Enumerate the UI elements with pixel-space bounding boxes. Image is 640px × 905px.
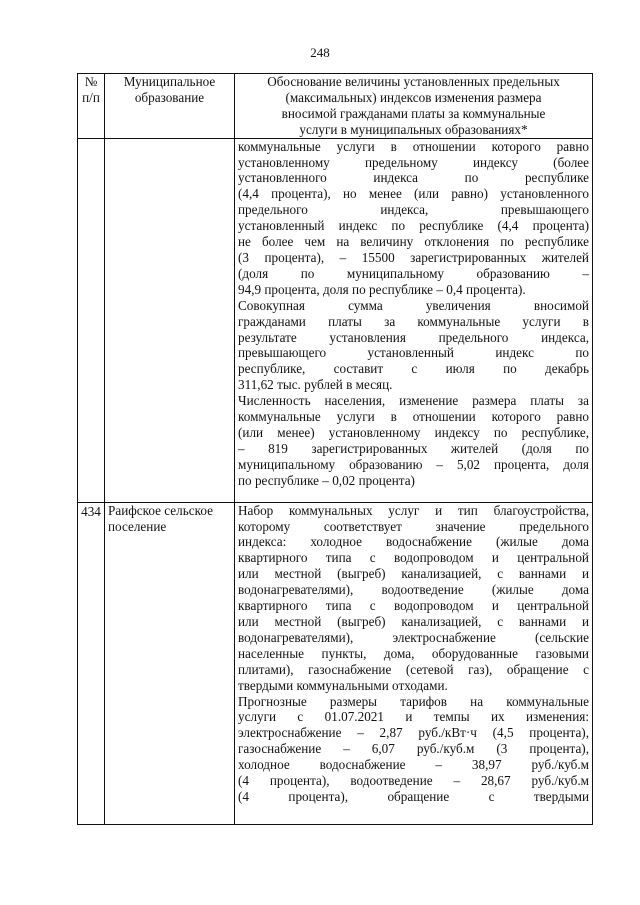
tariff-justification-table [77, 73, 593, 825]
municipality-name [105, 138, 235, 502]
text-line: – 819 зарегистрированных жителей (доля по [238, 440, 589, 456]
page-number: 248 [310, 45, 330, 60]
text-line: 311,62 тыс. рублей в месяц. [238, 377, 393, 393]
header-num: № п/п [78, 74, 105, 139]
text-line: коммунальные услуги в отношении которого равно [238, 409, 589, 425]
text-line: твердыми коммунальными отходами. [238, 677, 448, 693]
text-line: установленный индекс по республике (4,4 процента) [238, 218, 589, 234]
justification-lines [238, 503, 589, 805]
text-line: электроснабжение – 2,87 руб./кВт·ч (4,5 процента), [238, 725, 589, 741]
text-line: водонагревателями), электроснабжение (сельские [238, 629, 589, 645]
table-header-row [78, 74, 593, 139]
row-number: 434 [78, 502, 105, 824]
justification-text [235, 138, 593, 502]
justification-text [235, 502, 593, 824]
text-line: 94,9 процента, доля по республике – 0,4 процента). [238, 281, 526, 297]
text-line: муниципальному образованию – 5,02 процента, доля [238, 456, 589, 472]
text-line: (4,4 процента), но менее (или равно) установленного [238, 186, 589, 202]
text-line: установленному предельному индексу (более [238, 154, 589, 170]
header-municipality: Муниципальное образование [105, 74, 235, 139]
text-line: (или менее) установленному индексу по республике, [238, 424, 589, 440]
municipality-name: Раифское сельское поселение [105, 502, 235, 824]
text-line: индекса: холодное водоснабжение (жилые дома [238, 534, 589, 550]
text-line: (4 процента), обращение с твердыми [238, 788, 589, 804]
text-line: Численность населения, изменение размера платы за [238, 393, 589, 409]
text-line: предельного индекса, превышающего [238, 202, 589, 218]
text-line: Набор коммунальных услуг и тип благоустройства, [238, 502, 589, 518]
justification-lines [238, 139, 589, 489]
text-line: квартирного типа с водопроводом и центральной [238, 598, 589, 614]
text-line: или местной (выгреб) канализацией, с ваннами и [238, 613, 589, 629]
header-justification: Обоснование величины установленных предельных (максимальных) индексов изменения размера вносимой гражданами платы за коммунальные услуги в муниципальных образованиях* [235, 74, 593, 139]
table-row [78, 138, 593, 502]
text-line: республике, составит с июля по декабрь [238, 361, 589, 377]
text-line: плитами), газоснабжение (сетевой газ), обращение с [238, 661, 589, 677]
text-line: услуги с 01.07.2021 и темпы их изменения: [238, 709, 589, 725]
text-line: холодное водоснабжение – 38,97 руб./куб.м [238, 757, 589, 773]
text-line: или местной (выгреб) канализацией, с ваннами и [238, 566, 589, 582]
table-row [78, 502, 593, 824]
text-line: превышающего установленный индекс по [238, 345, 589, 361]
text-line: водонагревателями), водоотведение (жилые дома [238, 582, 589, 598]
text-line: по республике – 0,02 процента) [238, 472, 415, 488]
text-line: квартирного типа с водопроводом и центральной [238, 550, 589, 566]
text-line: газоснабжение – 6,07 руб./куб.м (3 процента), [238, 741, 589, 757]
text-line: гражданами платы за коммунальные услуги в [238, 313, 589, 329]
text-line: Совокупная сумма увеличения вносимой [238, 297, 589, 313]
text-line: коммунальные услуги в отношении которого равно [238, 138, 589, 154]
row-number [78, 138, 105, 502]
text-line: (доля по муниципальному образованию – [238, 265, 589, 281]
text-line: результате установления предельного индекса, [238, 329, 589, 345]
text-line: (3 процента), – 15500 зарегистрированных жителей [238, 249, 589, 265]
text-line: установленного индекса по республике [238, 170, 589, 186]
text-line: не более чем на величину отклонения по республике [238, 234, 589, 250]
text-line: населенные пункты, дома, оборудованные газовыми [238, 645, 589, 661]
text-line: (4 процента), водоотведение – 28,67 руб./куб.м [238, 773, 589, 789]
text-line: Прогнозные размеры тарифов на коммунальные [238, 693, 589, 709]
text-line: которому соответствует значение предельного [238, 518, 589, 534]
